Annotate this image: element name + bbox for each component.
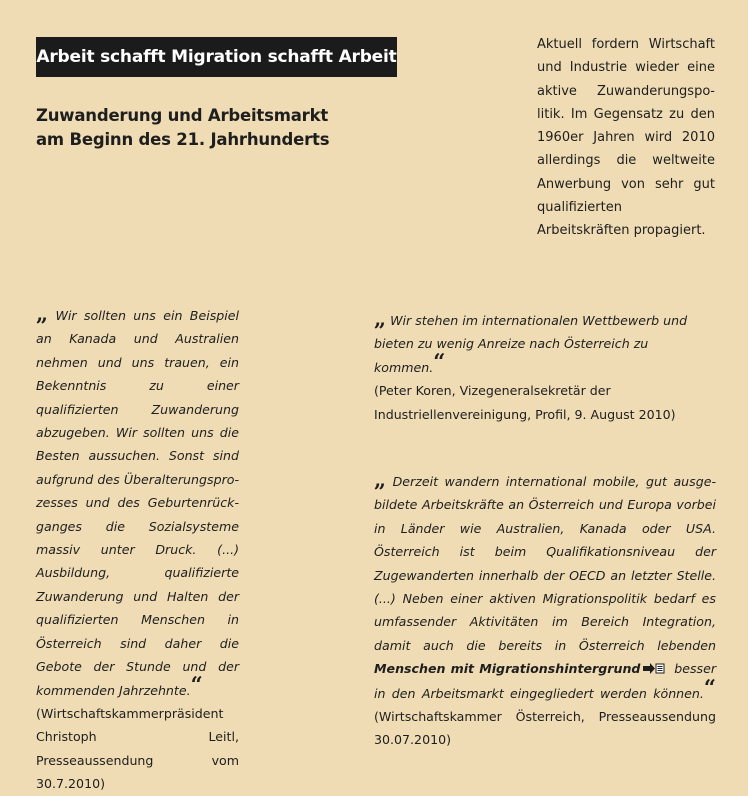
subtitle-line-2: am Beginn des 21. Jahrhunderts: [36, 130, 330, 149]
intro-paragraph: Aktuell fordern Wirtschaft und Industrie wieder eine aktive Zuwanderungspolitik. Im Gegensatz zu den 1960er Jahren wird 2010 allerdings die weltweite Anwerbung von sehr gut qualifizierten Arbeitskräften propagiert.: [537, 37, 715, 239]
quote-source: (Peter Koren, Vizegeneralsekretär der Industriellenvereinigung, Profil, 9. August 2010): [374, 383, 676, 422]
quote-leitl: [36, 301, 239, 796]
quote-text-before: Derzeit wandern international mobile, gut ausgebildete Arbeitskräfte an Österreich und Europa vorbei in Länder wie Australien, Kanada oder USA. Österreich ist beim Qualifikationsniveau der Zugewanderten innerhalb der OECD an letzter Stelle. (...) Neben einer aktiven Migrationspolitik bedarf es umfassender Aktivitäten im Bereich Integration, damit auch die bereits in Österreich lebenden: [374, 474, 716, 653]
quote-wirtschaftskammer: [374, 467, 716, 752]
quote-koren: [374, 306, 716, 426]
closing-quote-mark: “: [190, 671, 203, 697]
page-subtitle: [36, 104, 329, 152]
banner-title: [36, 37, 397, 77]
quote-source: (Wirtschaftskammerpräsident Christoph Leitl, Presseaussendung vom 30.7.2010): [36, 705, 239, 792]
subtitle-line-1: Zuwanderung und Arbeitsmarkt: [36, 106, 329, 125]
quote-source: (Wirtschaftskammer Österreich, Presseaussendung 30.07.2010): [374, 709, 716, 748]
opening-quote-mark: „: [374, 306, 387, 331]
opening-quote-mark: „: [36, 301, 49, 326]
quote-text: Wir sollten uns ein Beispiel an Kanada und Australien nehmen und uns trauen, ein Bekenntnis zu einer qualifizierten Zuwanderung abzugeben. Wir sollten uns die Besten aussuchen. Sonst sind aufgrund des Überalterungsprozesses und des Geburtenrückganges die Sozialsysteme massiv unter Druck. (...) Ausbildung, qualifizierte Zuwanderung und Halten der qualifizierten Menschen in Österreich sind daher die Gebote der Stunde und der kommenden Jahrzehnte.: [36, 308, 239, 698]
closing-quote-mark: “: [703, 674, 716, 700]
quote-text-after: besser in den Arbeitsmarkt eingegliedert werden können.: [374, 661, 716, 701]
quote-text: Wir stehen im internationalen Wettbewerb und bieten zu wenig Anreize nach Österreich zu kommen.: [374, 313, 688, 375]
banner-title-text: Arbeit schafft Migration schafft Arbeit: [36, 47, 397, 67]
migrationshintergrund-link[interactable]: Menschen mit Migrationshintergrund: [374, 661, 641, 677]
opening-quote-mark: „: [374, 467, 387, 492]
closing-quote-mark: “: [433, 348, 446, 374]
arrow-link-icon[interactable]: [643, 658, 665, 681]
